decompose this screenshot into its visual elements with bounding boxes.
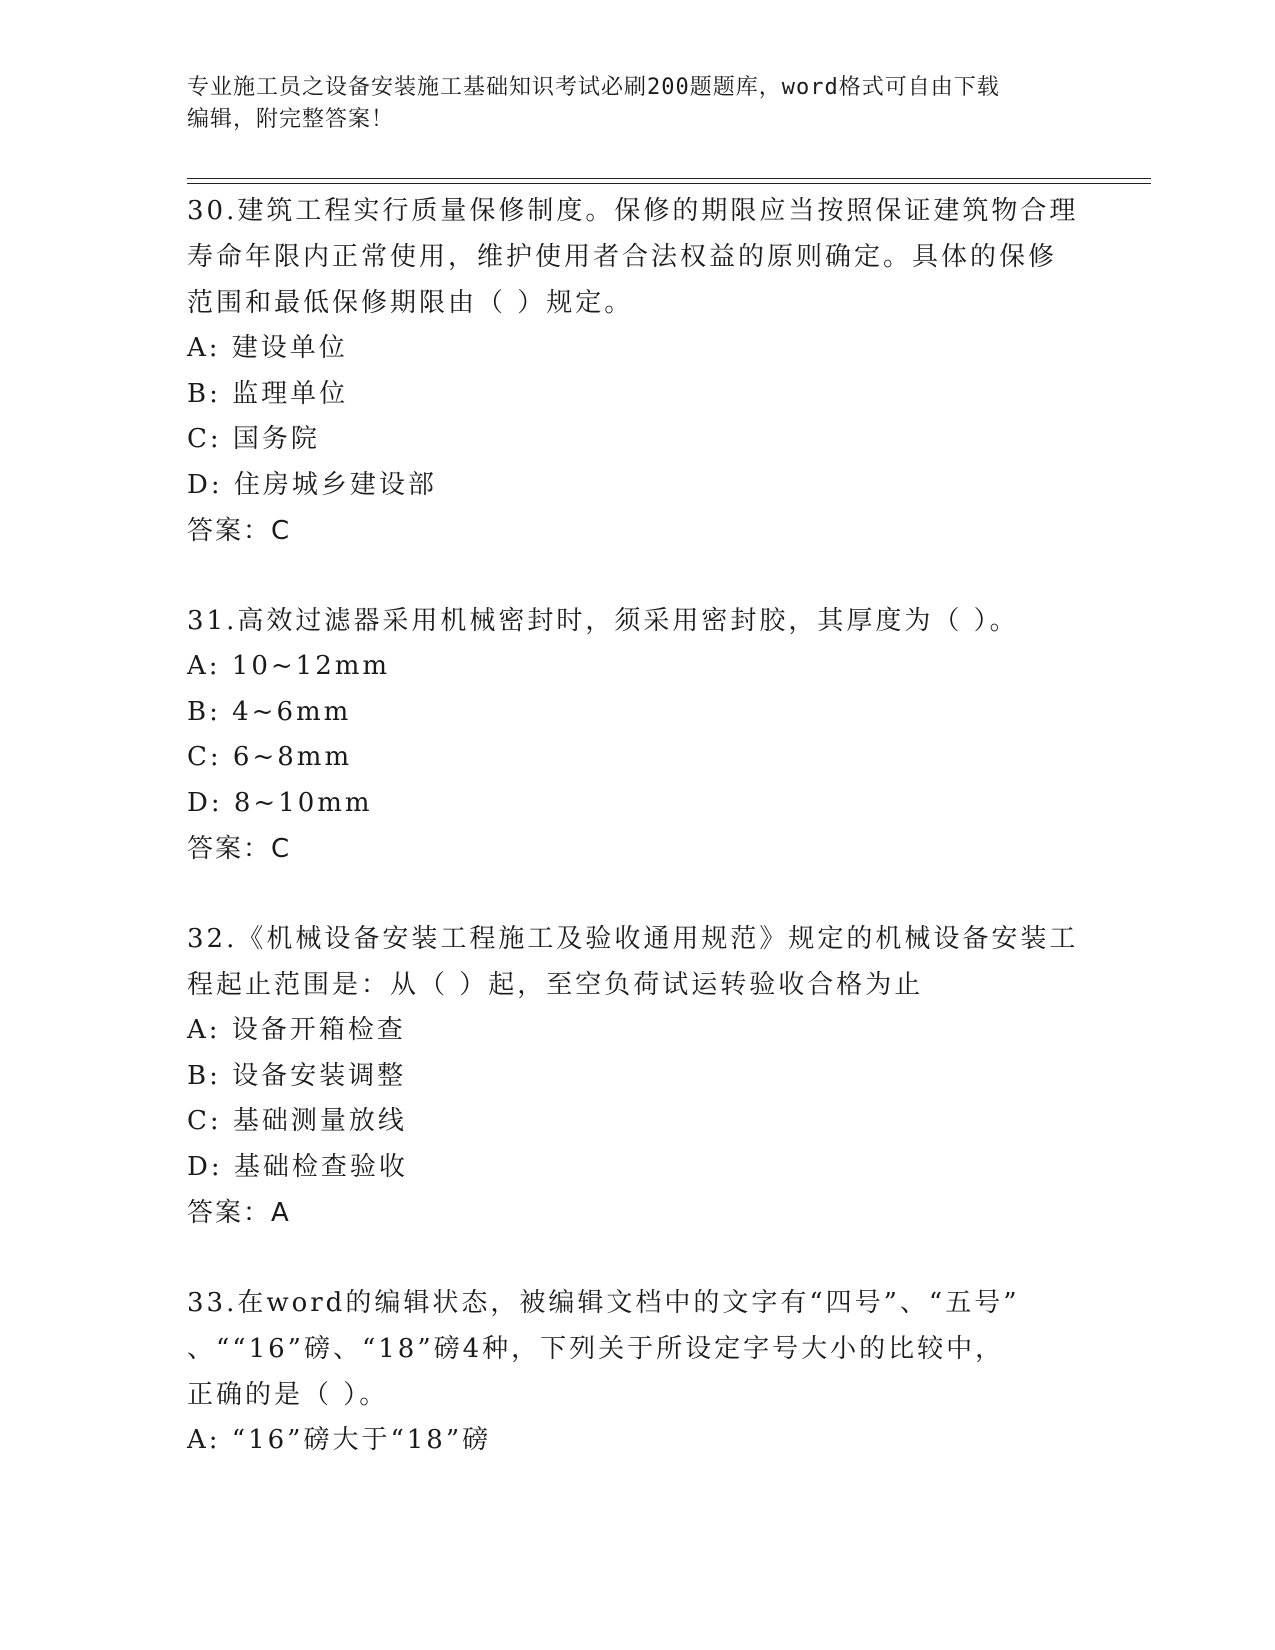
header-line-1: 专业施工员之设备安装施工基础知识考试必刷200题题库，word格式可自由下载 <box>187 75 1000 100</box>
question-stem <box>187 1280 1087 1418</box>
question-31 <box>187 598 1087 872</box>
question-list <box>187 188 1087 1508</box>
option-b: B: 设备安装调整 <box>187 1060 407 1091</box>
question-stem <box>187 188 1087 326</box>
answer-line: 答案：C <box>187 834 292 864</box>
document-header <box>187 72 1087 136</box>
question-30 <box>187 188 1087 554</box>
stem-line: 寿命年限内正常使用，维护使用者合法权益的原则确定。具体的保修 <box>187 242 1058 272</box>
question-stem <box>187 598 1087 644</box>
option-b: B: 监理单位 <box>187 378 349 409</box>
header-divider-top <box>187 178 1151 179</box>
option-a: A: 建设单位 <box>187 333 348 363</box>
option-a: A: 10~12mm <box>187 651 391 681</box>
option-b: B: 4~6mm <box>187 696 352 727</box>
option-d: D: 基础检查验收 <box>187 1151 408 1182</box>
option-a: A: “16”磅大于“18”磅 <box>187 1425 492 1455</box>
option-c: C: 基础测量放线 <box>187 1106 407 1136</box>
option-d: D: 住房城乡建设部 <box>187 469 437 500</box>
stem-line: 、““16”磅、“18”磅4种，下列关于所设定字号大小的比较中， <box>187 1334 1005 1364</box>
option-c: C: 国务院 <box>187 424 320 454</box>
stem-line: 31.高效过滤器采用机械密封时，须采用密封胶，其厚度为（ ）。 <box>187 606 1019 636</box>
option-c: C: 6~8mm <box>187 742 353 772</box>
stem-line: 32.《机械设备安装工程施工及验收通用规范》规定的机械设备安装工 <box>187 924 1079 954</box>
stem-line: 30.建筑工程实行质量保修制度。保修的期限应当按照保证建筑物合理 <box>187 196 1079 226</box>
answer-line: 答案：A <box>187 1198 291 1228</box>
option-d: D: 8~10mm <box>187 787 373 818</box>
question-stem <box>187 916 1087 1008</box>
header-line-2: 编辑，附完整答案！ <box>187 107 395 132</box>
stem-line: 程起止范围是：从（ ）起，至空负荷试运转验收合格为止 <box>187 970 924 1000</box>
stem-line: 范围和最低保修期限由（ ）规定。 <box>187 288 634 318</box>
answer-line: 答案：C <box>187 516 292 546</box>
stem-line: 正确的是（ ）。 <box>187 1380 389 1410</box>
option-a: A: 设备开箱检查 <box>187 1015 406 1045</box>
stem-line: 33.在word的编辑状态，被编辑文档中的文字有“四号”、“五号” <box>187 1288 1020 1318</box>
question-33 <box>187 1280 1087 1464</box>
question-32 <box>187 916 1087 1236</box>
header-divider-bottom <box>187 183 1151 184</box>
